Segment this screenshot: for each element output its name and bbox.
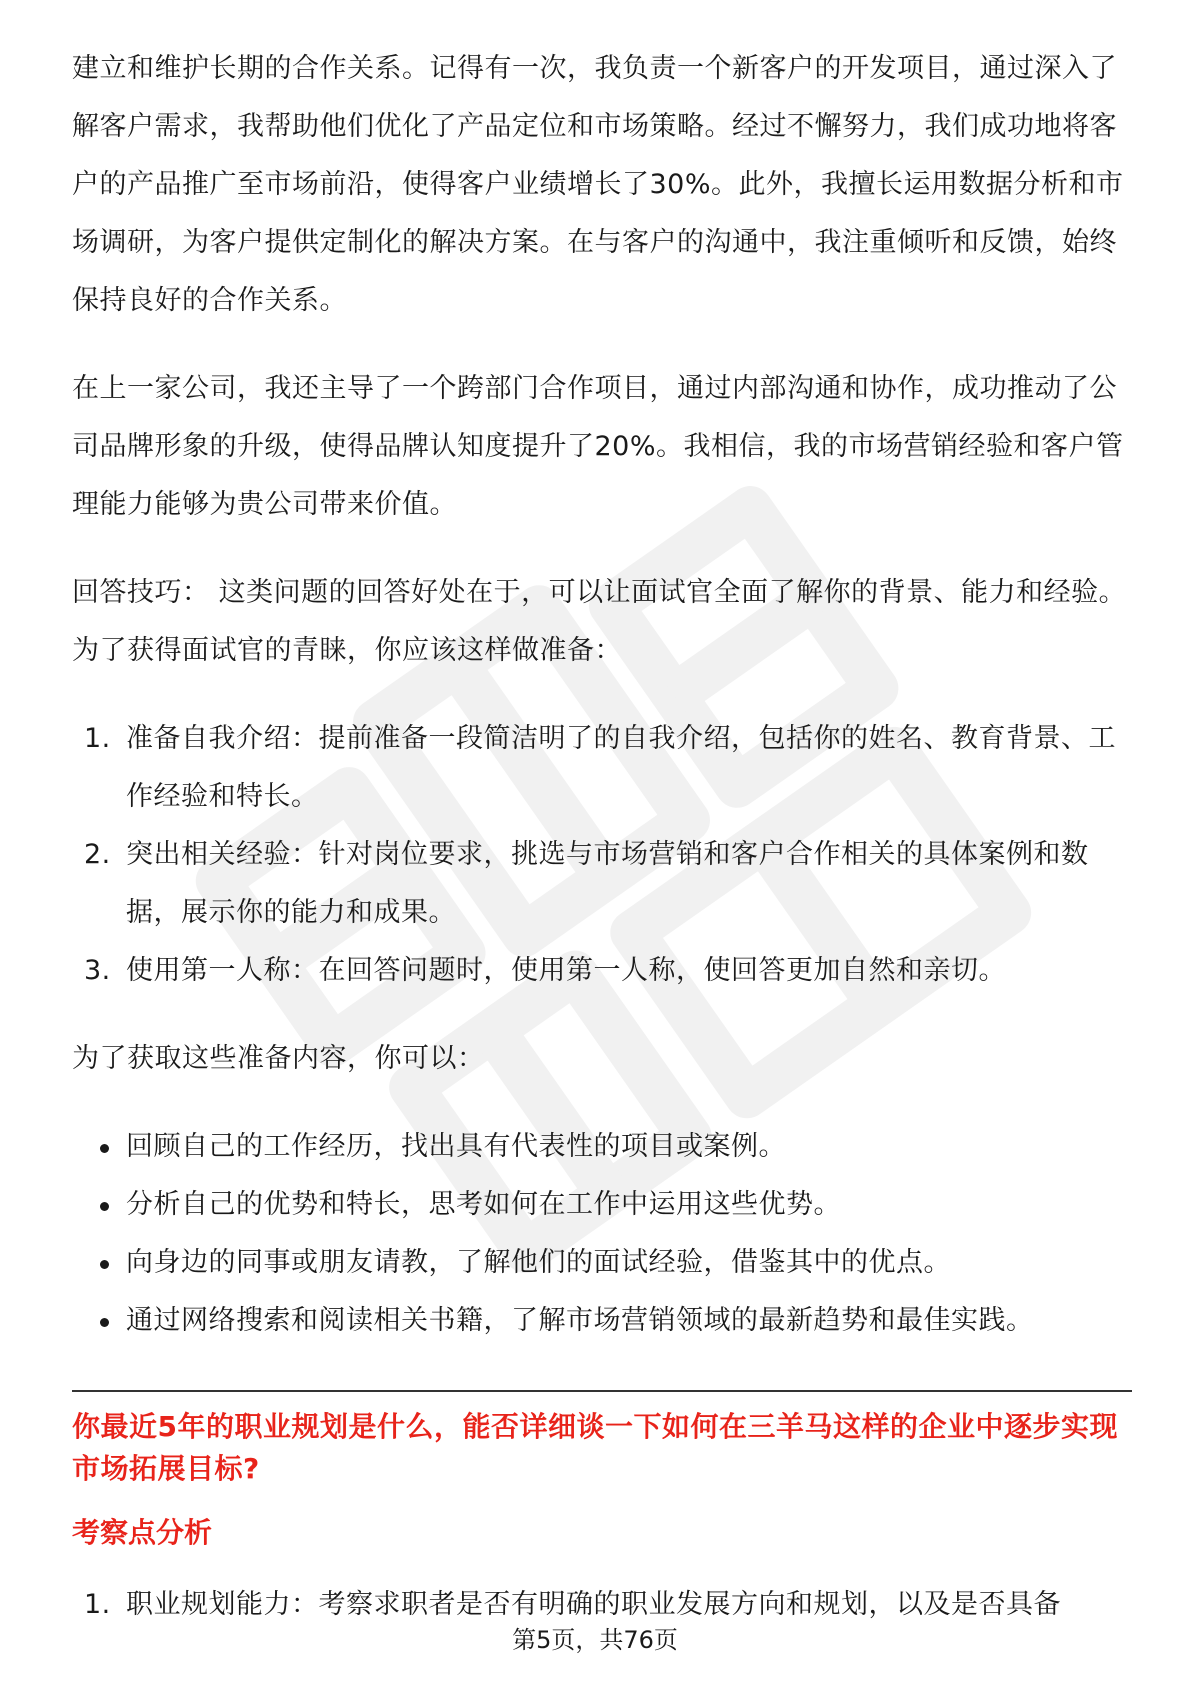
prep-numbered-list: [72, 710, 1132, 1000]
list-item: 1. 准备自我介绍：提前准备一段简洁明了的自我介绍，包括你的姓名、教育背景、工作经验和特长。: [84, 723, 1116, 812]
bullet-icon: [100, 1144, 109, 1153]
preparation-bullet-list: [72, 1118, 1132, 1350]
list-item: 3. 使用第一人称：在回答问题时，使用第一人称，使回答更加自然和亲切。: [84, 955, 1006, 986]
paragraph-answer-tips: 回答技巧： 这类问题的回答好处在于，可以让面试官全面了解你的背景、能力和经验。为了获得面试官的青睐，你应该这样做准备：: [72, 577, 1127, 666]
paragraph-bullets-intro: 为了获取这些准备内容，你可以：: [72, 1043, 485, 1074]
list-item: 2. 突出相关经验：针对岗位要求，挑选与市场营销和客户合作相关的具体案例和数据，展示你的能力和成果。: [84, 839, 1089, 928]
paragraph-experience: 建立和维护长期的合作关系。记得有一次，我负责一个新客户的开发项目，通过深入了解客户需求，我帮助他们优化了产品定位和市场策略。经过不懈努力，我们成功地将客户的产品推广至市场前沿，使得客户业绩增长了30%。此外，我擅长运用数据分析和市场调研，为客户提供定制化的解决方案。在与客户的沟通中，我注重倾听和反馈，始终保持良好的合作关系。: [72, 53, 1124, 316]
section-divider: [72, 1390, 1132, 1392]
list-item: 1. 职业规划能力：考察求职者是否有明确的职业发展方向和规划，以及是否具备: [84, 1589, 1061, 1620]
list-item: 回顾自己的工作经历，找出具有代表性的项目或案例。: [72, 1118, 1132, 1176]
list-item: 向身边的同事或朋友请教，了解他们的面试经验，借鉴其中的优点。: [72, 1234, 1132, 1292]
page-footer: 第5页，共76页: [512, 1626, 678, 1654]
question-heading: 你最近5年的职业规划是什么，能否详细谈一下如何在三羊马这样的企业中逐步实现市场拓展目标?: [72, 1410, 1118, 1485]
list-item: 通过网络搜索和阅读相关书籍，了解市场营销领域的最新趋势和最佳实践。: [72, 1292, 1132, 1350]
bullet-icon: [100, 1260, 109, 1269]
document-body: [72, 40, 1132, 1634]
section-title: 考察点分析: [72, 1516, 213, 1549]
bullet-icon: [100, 1202, 109, 1211]
paragraph-cross-department: 在上一家公司，我还主导了一个跨部门合作项目，通过内部沟通和协作，成功推动了公司品牌形象的升级，使得品牌认知度提升了20%。我相信，我的市场营销经验和客户管理能力能够为贵公司带来价值。: [72, 373, 1124, 520]
bullet-icon: [100, 1318, 109, 1327]
list-item: 分析自己的优势和特长，思考如何在工作中运用这些优势。: [72, 1176, 1132, 1234]
